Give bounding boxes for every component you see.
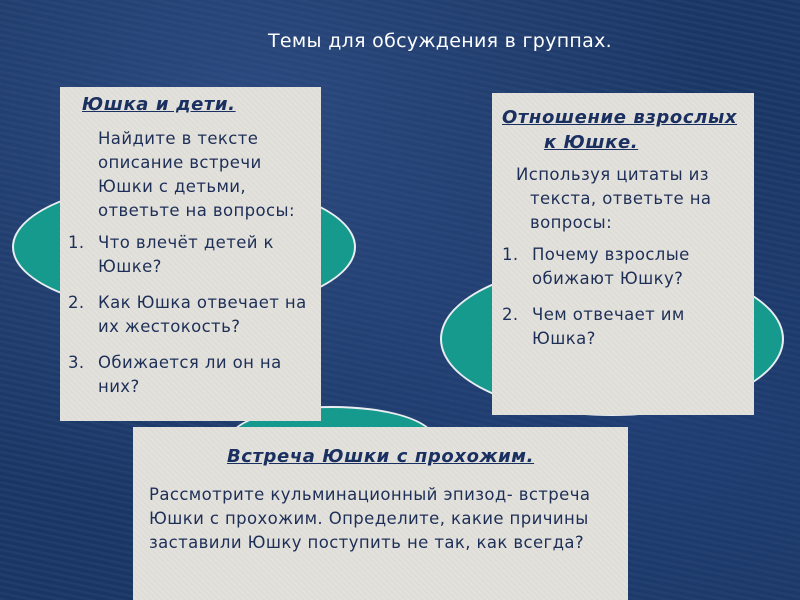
card-intro: Найдите в тексте описание встречи Юшки с детьми, ответьте на вопросы: <box>98 129 295 220</box>
card-heading: Юшка и дети. <box>82 94 236 115</box>
card-intro: Рассмотрите кульминационный эпизод- встреча Юшки с прохожим. Определите, какие причины заставили Юшку поступить не так, как всегда? <box>149 485 591 552</box>
question-number: 1. <box>68 233 85 252</box>
question-text: Что влечёт детей к Юшке? <box>98 233 274 276</box>
question-text: Почему взрослые обижают Юшку? <box>532 245 690 288</box>
question-text: Как Юшка отвечает на их жестокость? <box>98 293 307 336</box>
topic-card-adults <box>492 93 754 415</box>
question-item <box>68 231 313 279</box>
question-list <box>502 243 744 351</box>
topic-card-passerby <box>133 427 628 600</box>
card-intro: Используя цитаты из текста, ответьте на вопросы: <box>516 165 712 232</box>
question-number: 2. <box>502 305 519 324</box>
question-item <box>68 291 313 339</box>
question-item <box>502 303 744 351</box>
question-text: Обижается ли он на них? <box>98 353 282 396</box>
question-number: 1. <box>502 245 519 264</box>
topic-card-children <box>60 87 321 421</box>
question-number: 2. <box>68 293 85 312</box>
question-number: 3. <box>68 353 85 372</box>
card-heading: Отношение взрослых к Юшке. <box>502 107 738 153</box>
card-heading: Встреча Юшки с прохожим. <box>226 446 535 467</box>
question-list <box>68 231 313 399</box>
question-text: Чем отвечает им Юшка? <box>532 305 685 348</box>
slide-title: Темы для обсуждения в группах. <box>268 30 612 52</box>
question-item <box>502 243 744 291</box>
question-item <box>68 351 313 399</box>
